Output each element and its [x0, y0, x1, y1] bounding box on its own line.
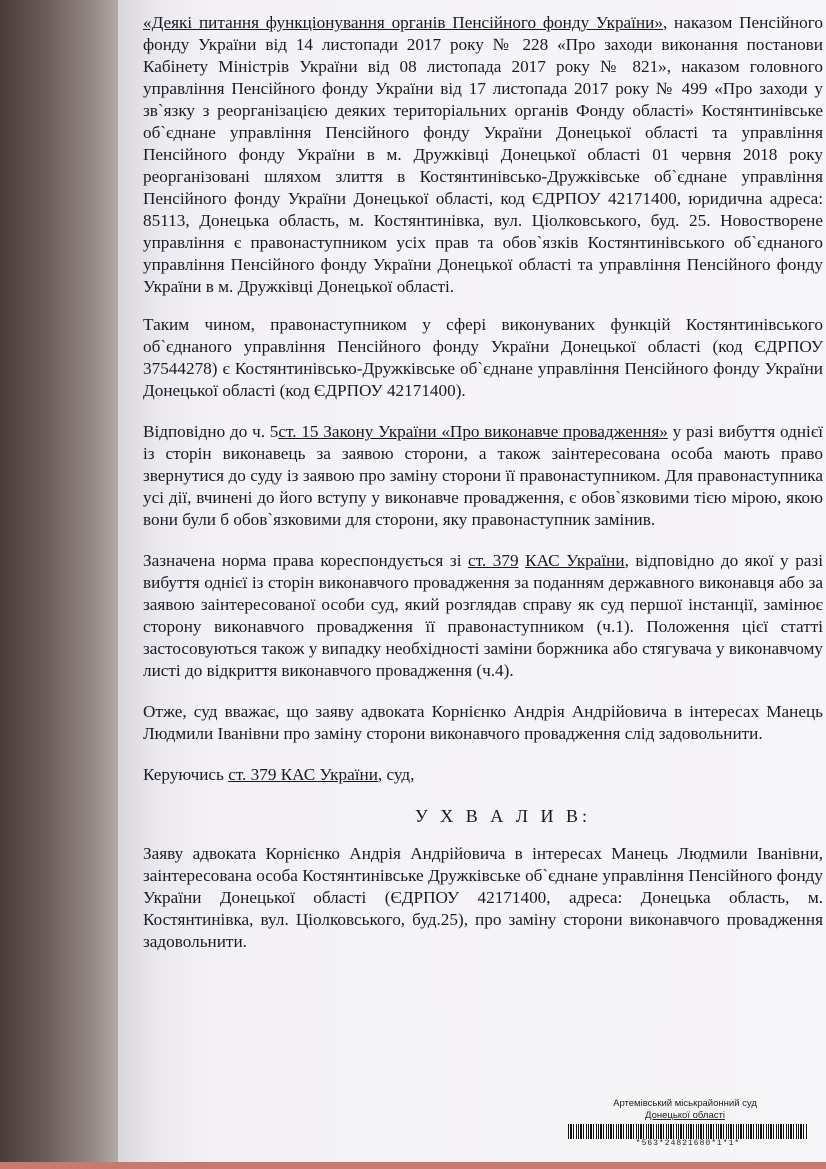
paragraph-text: , відповідно до якої у разі вибуття однієї із сторін виконавчого провадження за поданням державного виконавця або за заявою заінтересованої особи суд, який розглядав справу як суд першої інстанції, замінює сторону виконавчого провадження її правонаступником (ч.1). Положення цієї статті застосовуються також у випадку необхідності заміни боржника або стягувача у виконавчому листі до відкриття виконавчого провадження (ч.4).	[143, 551, 823, 680]
court-region: Донецької області	[645, 1110, 725, 1121]
paragraph-court-opinion: Отже, суд вважає, що заяву адвоката Корнієнко Андрія Андрійовича в інтересах Манець Людмили Іванівни про заміну сторони виконавчого провадження слід задовольнити.	[143, 702, 823, 743]
paragraph-ruling: Заяву адвоката Корнієнко Андрія Андрійовича в інтересах Манець Людмили Іванівни, заінтересована особа Костянтинівське Дружківське об`єднане управління Пенсійного фонду України Донецької області (ЄДРПОУ 42171400, адреса: Донецька область, м. Костянтинівка, вул. Ціолковського, буд.25), про заміну сторони виконавчого провадження задовольнити.	[143, 844, 823, 951]
ruling-heading: У Х В А Л И В:	[415, 806, 591, 826]
paragraph-text: у разі вибуття однієї із сторін виконавець за заявою сторони, а також заінтересована особа мають право звернутися до суду із заявою про заміну сторони її правонаступником. Для правонаступника усі дії, вчинені до його вступу у виконавче провадження, є обов`язковими тією мірою, якою вони були б обов`язковими для сторони, яку правонаступник замінив.	[143, 422, 823, 529]
paragraph-text: Зазначена норма права кореспондується зі	[143, 551, 469, 570]
paragraph-text: , наказом Пенсійного фонду України від 14 листопади 2017 року № 228 «Про заходи виконання постанови Кабінету Міністрів України від 08 листопада 2017 року № 821», наказом головного управління Пенсійного фонду України від 17 листопада 2017 року № 499 «Про заходи у зв`язку з реорганізацією деяких територіальних органів Фонду області» Костянтинівське об`єднане управління Пенсійного фонду України Донецької області та управління Пенсійного фонду України в м. Дружківці Донецької області 01 червня 2018 року реорганізовані шляхом злиття в Костянтинівсько-Дружківське об`єднане управління Пенсійного фонду України Донецької області, код ЄДРПОУ 42171400, юридична адреса: 85113, Донецька область, м. Костянтинівка, вул. Ціолковського, буд. 25. Новостворене управління є правонаступником усіх прав та обов`язків Костянтинівського об`єднаного управління Пенсійного фонду України Донецької області та управління Пенсійного фонду України в м. Дружківці Донецької області.	[143, 13, 823, 296]
scan-bottom-edge	[0, 1162, 826, 1169]
paragraph-reorganization	[143, 12, 823, 298]
paragraph-law-basis	[143, 421, 823, 531]
document-body	[143, 12, 823, 972]
article-reference-link[interactable]: ст. 379 КАС України	[228, 765, 378, 784]
paragraph-text: Керуючись	[143, 765, 229, 784]
law-reference-link[interactable]: ст. 15 Закону України «Про виконавче провадження»	[278, 422, 668, 441]
barcode	[568, 1124, 808, 1139]
article-reference-link[interactable]: ст. 379	[468, 551, 519, 570]
paragraph-guided-by	[143, 764, 823, 786]
paragraph-text: Відповідно до ч. 5	[143, 422, 279, 441]
paragraph-text: , суд,	[377, 765, 415, 784]
code-reference-link[interactable]: КАС України	[525, 551, 625, 570]
paragraph-successor: Таким чином, правонаступником у сфері виконуваних функцій Костянтинівського об`єднаного управління Пенсійного фонду України Донецької області (код ЄДРПОУ 37544278) є Костянтинівсько-Дружківське об`єднане управління Пенсійного фонду України Донецької області (код ЄДРПОУ 42171400).	[143, 315, 823, 400]
court-name: Артемівський міськрайонний суд	[613, 1098, 757, 1109]
court-stamp	[560, 1098, 810, 1122]
law-reference-link[interactable]: «Деякі питання функціонування органів Пенсійного фонду України»	[143, 13, 663, 32]
barcode-number: *563*24821680*1*1*	[635, 1139, 741, 1148]
paragraph-kas-norm	[143, 550, 823, 682]
